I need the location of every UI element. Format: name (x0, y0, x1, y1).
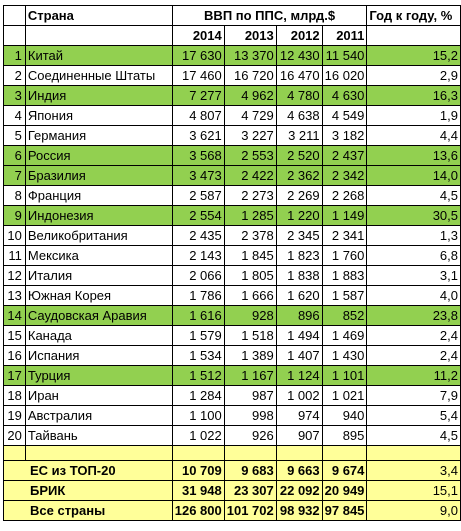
gdp-2012-cell: 1 620 (276, 286, 322, 306)
table-row (4, 266, 461, 286)
table-row (4, 46, 461, 66)
gdp-2014-cell: 7 277 (172, 86, 224, 106)
gdp-2014-cell: 1 100 (172, 406, 224, 426)
table-row (4, 66, 461, 86)
gdp-2014-cell: 1 022 (172, 426, 224, 446)
spacer-cell (367, 446, 461, 461)
gdp-2012-cell: 896 (276, 306, 322, 326)
summary-growth-cell: 9,0 (367, 501, 461, 521)
gdp-2013-cell: 2 553 (224, 146, 276, 166)
growth-cell: 1,3 (367, 226, 461, 246)
gdp-2011-cell: 2 342 (322, 166, 367, 186)
gdp-2014-cell: 1 512 (172, 366, 224, 386)
gdp-2013-cell: 1 285 (224, 206, 276, 226)
gdp-2011-cell: 1 101 (322, 366, 367, 386)
header-blank-growth (367, 26, 461, 46)
rank-cell: 2 (4, 66, 26, 86)
summary-2011-cell: 20 949 (322, 481, 367, 501)
country-cell: Южная Корея (25, 286, 172, 306)
growth-cell: 6,8 (367, 246, 461, 266)
gdp-2011-cell: 2 437 (322, 146, 367, 166)
growth-cell: 5,4 (367, 406, 461, 426)
gdp-2013-cell: 3 227 (224, 126, 276, 146)
gdp-2012-cell: 2 362 (276, 166, 322, 186)
table-row (4, 106, 461, 126)
growth-column-header: Год к году, % (367, 6, 461, 26)
table-row (4, 406, 461, 426)
country-cell: Китай (25, 46, 172, 66)
country-cell: Индонезия (25, 206, 172, 226)
summary-2012-cell: 9 663 (276, 461, 322, 481)
gdp-2012-cell: 16 470 (276, 66, 322, 86)
summary-2012-cell: 22 092 (276, 481, 322, 501)
rank-cell: 3 (4, 86, 26, 106)
gdp-2014-cell: 2 435 (172, 226, 224, 246)
gdp-2011-cell: 1 883 (322, 266, 367, 286)
rank-cell: 12 (4, 266, 26, 286)
gdp-2013-cell: 13 370 (224, 46, 276, 66)
gdp-2013-cell: 1 805 (224, 266, 276, 286)
year-2013-header: 2013 (224, 26, 276, 46)
gdp-2012-cell: 1 002 (276, 386, 322, 406)
country-cell: Индия (25, 86, 172, 106)
gdp-2011-cell: 11 540 (322, 46, 367, 66)
header-row-years (4, 26, 461, 46)
growth-cell: 3,1 (367, 266, 461, 286)
growth-cell: 16,3 (367, 86, 461, 106)
table-row (4, 226, 461, 246)
gdp-2014-cell: 3 621 (172, 126, 224, 146)
country-column-header: Страна (25, 6, 172, 26)
gdp-2013-cell: 998 (224, 406, 276, 426)
spacer-row (4, 446, 461, 461)
summary-2013-cell: 23 307 (224, 481, 276, 501)
rank-cell: 7 (4, 166, 26, 186)
spacer-cell (224, 446, 276, 461)
growth-cell: 2,4 (367, 326, 461, 346)
summary-2014-cell: 126 800 (172, 501, 224, 521)
rank-cell: 5 (4, 126, 26, 146)
gdp-2013-cell: 4 962 (224, 86, 276, 106)
growth-cell: 11,2 (367, 366, 461, 386)
country-cell: Германия (25, 126, 172, 146)
growth-cell: 2,4 (367, 346, 461, 366)
country-cell: Япония (25, 106, 172, 126)
gdp-2012-cell: 12 430 (276, 46, 322, 66)
growth-cell: 30,5 (367, 206, 461, 226)
gdp-2011-cell: 1 760 (322, 246, 367, 266)
gdp-2013-cell: 4 729 (224, 106, 276, 126)
country-cell: Бразилия (25, 166, 172, 186)
summary-2011-cell: 97 845 (322, 501, 367, 521)
gdp-2012-cell: 1 124 (276, 366, 322, 386)
rank-cell: 13 (4, 286, 26, 306)
gdp-2012-cell: 1 494 (276, 326, 322, 346)
country-cell: Иран (25, 386, 172, 406)
table-row (4, 206, 461, 226)
gdp-2014-cell: 1 579 (172, 326, 224, 346)
gdp-2014-cell: 17 460 (172, 66, 224, 86)
table-row (4, 126, 461, 146)
header-blank-index (4, 26, 26, 46)
gdp-2012-cell: 1 407 (276, 346, 322, 366)
gdp-2011-cell: 16 020 (322, 66, 367, 86)
gdp-2014-cell: 1 534 (172, 346, 224, 366)
gdp-2011-cell: 4 549 (322, 106, 367, 126)
gdp-2012-cell: 4 638 (276, 106, 322, 126)
summary-2012-cell: 98 932 (276, 501, 322, 521)
gdp-2013-cell: 1 389 (224, 346, 276, 366)
gdp-2011-cell: 3 182 (322, 126, 367, 146)
rank-cell: 9 (4, 206, 26, 226)
gdp-column-header: ВВП по ППС, млрд.$ (172, 6, 367, 26)
summary-row (4, 501, 461, 521)
rank-cell: 11 (4, 246, 26, 266)
gdp-2011-cell: 1 469 (322, 326, 367, 346)
country-cell: Франция (25, 186, 172, 206)
table-row (4, 326, 461, 346)
gdp-2011-cell: 1 430 (322, 346, 367, 366)
summary-label-cell: Все страны (4, 501, 173, 521)
rank-cell: 16 (4, 346, 26, 366)
gdp-2012-cell: 4 780 (276, 86, 322, 106)
growth-cell: 4,5 (367, 186, 461, 206)
rank-cell: 17 (4, 366, 26, 386)
gdp-2014-cell: 1 616 (172, 306, 224, 326)
gdp-2014-cell: 17 630 (172, 46, 224, 66)
gdp-2013-cell: 2 422 (224, 166, 276, 186)
gdp-2013-cell: 1 518 (224, 326, 276, 346)
gdp-2012-cell: 1 823 (276, 246, 322, 266)
rank-cell: 8 (4, 186, 26, 206)
spacer-cell (4, 446, 26, 461)
gdp-table-container (3, 5, 461, 521)
rank-cell: 4 (4, 106, 26, 126)
summary-row (4, 461, 461, 481)
year-2011-header: 2011 (322, 26, 367, 46)
table-row (4, 86, 461, 106)
growth-cell: 23,8 (367, 306, 461, 326)
gdp-2011-cell: 2 341 (322, 226, 367, 246)
gdp-2013-cell: 1 666 (224, 286, 276, 306)
gdp-2014-cell: 3 473 (172, 166, 224, 186)
growth-cell: 15,2 (367, 46, 461, 66)
gdp-2014-cell: 2 143 (172, 246, 224, 266)
year-2012-header: 2012 (276, 26, 322, 46)
country-cell: Испания (25, 346, 172, 366)
growth-cell: 4,0 (367, 286, 461, 306)
gdp-2014-cell: 1 786 (172, 286, 224, 306)
country-cell: Саудовская Аравия (25, 306, 172, 326)
gdp-2014-cell: 1 284 (172, 386, 224, 406)
gdp-2014-cell: 2 587 (172, 186, 224, 206)
gdp-2011-cell: 852 (322, 306, 367, 326)
table-row (4, 306, 461, 326)
summary-2013-cell: 9 683 (224, 461, 276, 481)
rank-cell: 6 (4, 146, 26, 166)
country-cell: Великобритания (25, 226, 172, 246)
gdp-2014-cell: 2 554 (172, 206, 224, 226)
year-2014-header: 2014 (172, 26, 224, 46)
growth-cell: 2,9 (367, 66, 461, 86)
gdp-2011-cell: 1 149 (322, 206, 367, 226)
gdp-2012-cell: 1 838 (276, 266, 322, 286)
gdp-2012-cell: 907 (276, 426, 322, 446)
gdp-2012-cell: 2 520 (276, 146, 322, 166)
table-row (4, 186, 461, 206)
gdp-2012-cell: 2 269 (276, 186, 322, 206)
gdp-2013-cell: 926 (224, 426, 276, 446)
rank-cell: 1 (4, 46, 26, 66)
gdp-2011-cell: 1 587 (322, 286, 367, 306)
growth-cell: 7,9 (367, 386, 461, 406)
country-cell: Турция (25, 366, 172, 386)
rank-cell: 20 (4, 426, 26, 446)
growth-cell: 1,9 (367, 106, 461, 126)
gdp-2012-cell: 1 220 (276, 206, 322, 226)
header-corner (4, 6, 26, 26)
gdp-2011-cell: 4 630 (322, 86, 367, 106)
gdp-2012-cell: 974 (276, 406, 322, 426)
summary-2011-cell: 9 674 (322, 461, 367, 481)
gdp-2011-cell: 2 268 (322, 186, 367, 206)
rank-cell: 10 (4, 226, 26, 246)
country-cell: Канада (25, 326, 172, 346)
gdp-2011-cell: 1 021 (322, 386, 367, 406)
header-blank-country (25, 26, 172, 46)
summary-2014-cell: 10 709 (172, 461, 224, 481)
gdp-2013-cell: 987 (224, 386, 276, 406)
country-cell: Тайвань (25, 426, 172, 446)
country-cell: Мексика (25, 246, 172, 266)
header-row-1 (4, 6, 461, 26)
table-row (4, 366, 461, 386)
rank-cell: 18 (4, 386, 26, 406)
country-cell: Соединенные Штаты (25, 66, 172, 86)
gdp-2013-cell: 928 (224, 306, 276, 326)
summary-growth-cell: 3,4 (367, 461, 461, 481)
table-row (4, 426, 461, 446)
gdp-2014-cell: 3 568 (172, 146, 224, 166)
gdp-2012-cell: 3 211 (276, 126, 322, 146)
gdp-2013-cell: 16 720 (224, 66, 276, 86)
gdp-2011-cell: 940 (322, 406, 367, 426)
country-cell: Австралия (25, 406, 172, 426)
gdp-2011-cell: 895 (322, 426, 367, 446)
growth-cell: 14,0 (367, 166, 461, 186)
growth-cell: 13,6 (367, 146, 461, 166)
spacer-cell (322, 446, 367, 461)
gdp-2013-cell: 2 378 (224, 226, 276, 246)
summary-label-cell: БРИК (4, 481, 173, 501)
rank-cell: 15 (4, 326, 26, 346)
table-row (4, 346, 461, 366)
summary-2014-cell: 31 948 (172, 481, 224, 501)
rank-cell: 14 (4, 306, 26, 326)
table-row (4, 146, 461, 166)
gdp-2012-cell: 2 345 (276, 226, 322, 246)
gdp-2014-cell: 2 066 (172, 266, 224, 286)
summary-growth-cell: 15,1 (367, 481, 461, 501)
table-row (4, 386, 461, 406)
table-row (4, 246, 461, 266)
table-row (4, 286, 461, 306)
country-cell: Италия (25, 266, 172, 286)
gdp-2013-cell: 1 167 (224, 366, 276, 386)
summary-2013-cell: 101 702 (224, 501, 276, 521)
spacer-cell (172, 446, 224, 461)
summary-row (4, 481, 461, 501)
gdp-ppp-table (3, 5, 461, 521)
growth-cell: 4,4 (367, 126, 461, 146)
gdp-2013-cell: 2 273 (224, 186, 276, 206)
table-row (4, 166, 461, 186)
rank-cell: 19 (4, 406, 26, 426)
spacer-cell (276, 446, 322, 461)
growth-cell: 4,5 (367, 426, 461, 446)
gdp-2014-cell: 4 807 (172, 106, 224, 126)
spacer-cell (25, 446, 172, 461)
gdp-2013-cell: 1 845 (224, 246, 276, 266)
country-cell: Россия (25, 146, 172, 166)
summary-label-cell: ЕС из ТОП-20 (4, 461, 173, 481)
